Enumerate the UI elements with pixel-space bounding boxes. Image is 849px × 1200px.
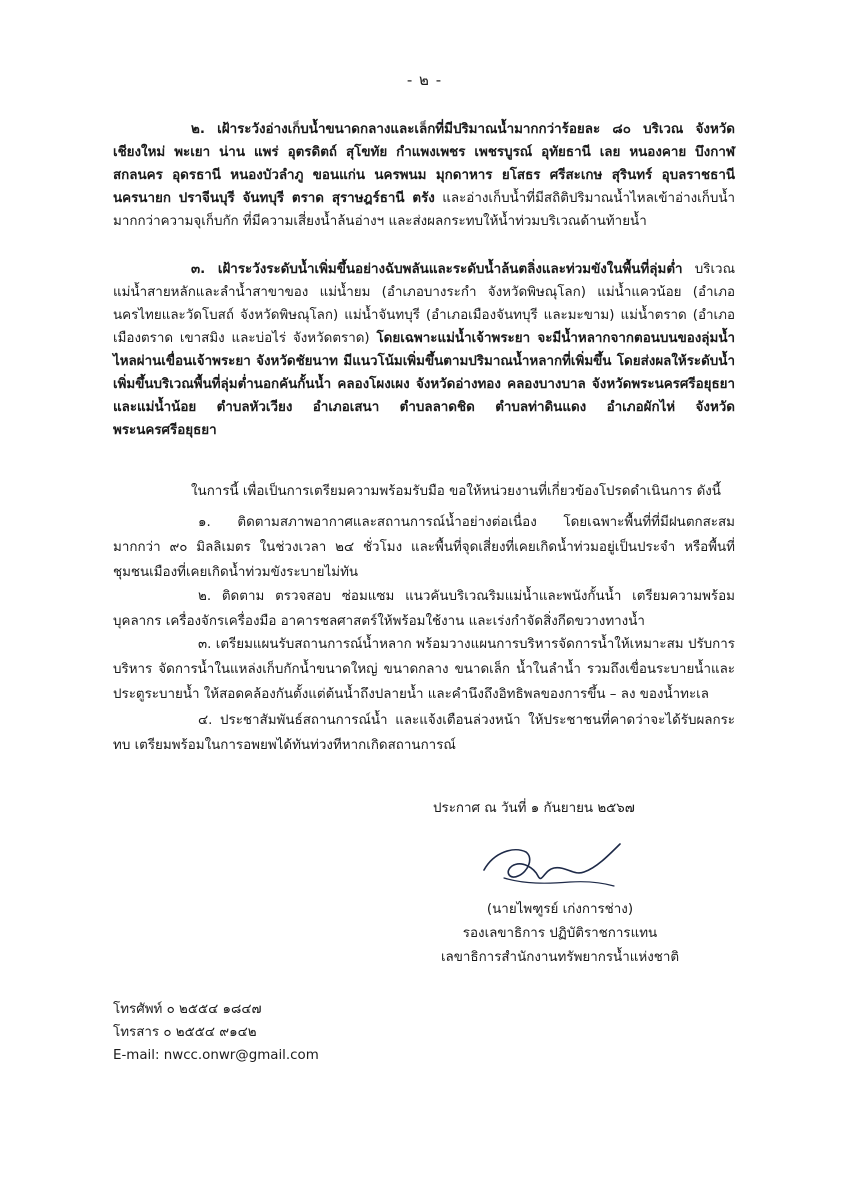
action-item xyxy=(113,510,735,585)
announcement-date: ประกาศ ณ วันที่ ๑ กันยายน ๒๕๖๗ xyxy=(433,801,635,816)
section-2-paragraph xyxy=(113,118,735,233)
signatory-position-1: รองเลขาธิการ ปฏิบัติราชการแทน xyxy=(462,926,658,941)
contact-block xyxy=(113,998,319,1067)
action-item-text: ๒. ติดตาม ตรวจสอบ ซ่อมแซม แนวคันบริเวณริมแม่น้ำและพนังกั้นน้ำ เตรียมความพร้อม บุคลากร เครื่องจักรเครื่องมือ อาคารชลศาสตร์ให้พร้อมใช้งาน และเร่งกำจัดสิ่งกีดขวางทางน้ำ xyxy=(113,589,735,629)
action-item xyxy=(113,708,735,758)
section-3-bold-end: โดยเฉพาะแม่น้ำเจ้าพระยา จะมีน้ำหลากจากตอนบนของลุ่มน้ำไหลผ่านเขื่อนเจ้าพระยา จังหวัดชัยนาท มีแนวโน้มเพิ่มขึ้นตามปริมาณน้ำหลากที่เพิ่มขึ้น โดยส่งผลให้ระดับน้ำเพิ่มขึ้นบริเวณพื้นที่ลุ่มต่ำนอกคันกั้นน้ำ คลองโผงเผง จังหวัดอ่างทอง คลองบางบาล จังหวัดพระนครศรีอยุธยา และแม่น้ำน้อย ตำบลหัวเวียง อำเภอเสนา ตำบลลาดชิด ตำบลท่าดินแดง อำเภอผักไห่ จังหวัดพระนครศรีอยุธยา xyxy=(113,331,736,438)
section-2-bold-text: ๒. เฝ้าระวังอ่างเก็บน้ำขนาดกลางและเล็กที่มีปริมาณน้ำมากกว่าร้อยละ ๘๐ บริเวณ จังหวัดเชียงใหม่ พะเยา น่าน แพร่ อุตรดิตถ์ สุโขทัย กำแพงเพชร เพชรบูรณ์ อุทัยธานี เลย หนองคาย บึงกาฬ สกลนคร อุดรธานี หนองบัวลำภู ขอนแก่น นครพนม มุกดาหาร ยโสธร ศรีสะเกษ สุรินทร์ อุบลราชธานี นครนายก ปราจีนบุรี จันทบุรี ตราด สุราษฎร์ธานี ตรัง xyxy=(113,122,735,206)
action-item-text: ๔. ประชาสัมพันธ์สถานการณ์น้ำ และแจ้งเตือนล่วงหน้า ให้ประชาชนที่คาดว่าจะได้รับผลกระทบ เตรียมพร้อมในการอพยพได้ทันท่วงทีหากเกิดสถานการณ์ xyxy=(113,713,735,753)
section-3-paragraph xyxy=(113,258,735,442)
page-number: - ๒ - xyxy=(406,71,443,89)
action-item xyxy=(113,632,735,707)
section-2-text: และอ่างเก็บน้ำที่มีสถิติปริมาณน้ำไหลเข้าอ่างเก็บน้ำมากกว่าความจุเก็บกัก ที่มีความเสี่ยงน้ำล้นอ่างฯ และส่งผลกระทบให้น้ำท่วมบริเวณด้านท้ายน้ำ xyxy=(113,191,736,229)
section-3-text: บริเวณแม่น้ำสายหลักและลำน้ำสาขาของ แม่น้ำยม (อำเภอบางระกำ จังหวัดพิษณุโลก) แม่น้ำแควน้อย (อำเภอนครไทยและวัดโบสถ์ จังหวัดพิษณุโลก) แม่น้ำจันทบุรี (อำเภอเมืองจันทบุรี และมะขาม) แม่น้ำตราด (อำเภอเมืองตราด เขาสมิง และบ่อไร่ จังหวัดตราด) xyxy=(113,262,735,346)
action-item-text: ๓. เตรียมแผนรับสถานการณ์น้ำหลาก พร้อมวางแผนการบริหารจัดการน้ำให้เหมาะสม ปรับการบริหาร จัดการน้ำในแหล่งเก็บกักน้ำขนาดใหญ่ ขนาดกลาง ขนาดเล็ก น้ำในลำน้ำ รวมถึงเขื่อนระบายน้ำและประตูระบายน้ำ ให้สอดคล้องกันตั้งแต่ต้นน้ำถึงปลายน้ำ และคำนึงถึงอิทธิพลของการขึ้น – ลง ของน้ำทะเล xyxy=(113,637,735,702)
signatory-name: (นายไพฑูรย์ เก่งการช่าง) xyxy=(486,902,634,917)
action-item-text: ๑. ติดตามสภาพอากาศและสถานการณ์น้ำอย่างต่อเนื่อง โดยเฉพาะพื้นที่ที่มีฝนตกสะสมมากกว่า ๙๐ มิลลิเมตร ในช่วงเวลา ๒๔ ชั่วโมง และพื้นที่จุดเสี่ยงที่เคยเกิดน้ำท่วมอยู่เป็นประจำ หรือพื้นที่ชุมชนเมืองที่เคยเกิดน้ำท่วมขังระบายไม่ทัน xyxy=(113,515,735,580)
action-item xyxy=(113,584,735,634)
request-intro xyxy=(113,480,735,503)
contact-fax: โทรสาร ๐ ๒๕๕๔ ๙๑๔๒ xyxy=(113,1025,257,1040)
contact-email[interactable]: E-mail: nwcc.onwr@gmail.com xyxy=(113,1048,319,1063)
section-3-bold-intro: ๓. เฝ้าระวังระดับน้ำเพิ่มขึ้นอย่างฉับพลันและระดับน้ำล้นตลิ่งและท่วมขังในพื้นที่ลุ่มต่ำ xyxy=(191,262,683,277)
signatory-block xyxy=(380,898,740,970)
request-intro-text: ในการนี้ เพื่อเป็นการเตรียมความพร้อมรับมือ ขอให้หน่วยงานที่เกี่ยวข้องโปรดดำเนินการ ดังนี้ xyxy=(191,484,721,499)
contact-phone: โทรศัพท์ ๐ ๒๕๕๔ ๑๘๔๗ xyxy=(113,1002,262,1017)
signatory-position-2: เลขาธิการสำนักงานทรัพยากรน้ำแห่งชาติ xyxy=(440,950,680,965)
